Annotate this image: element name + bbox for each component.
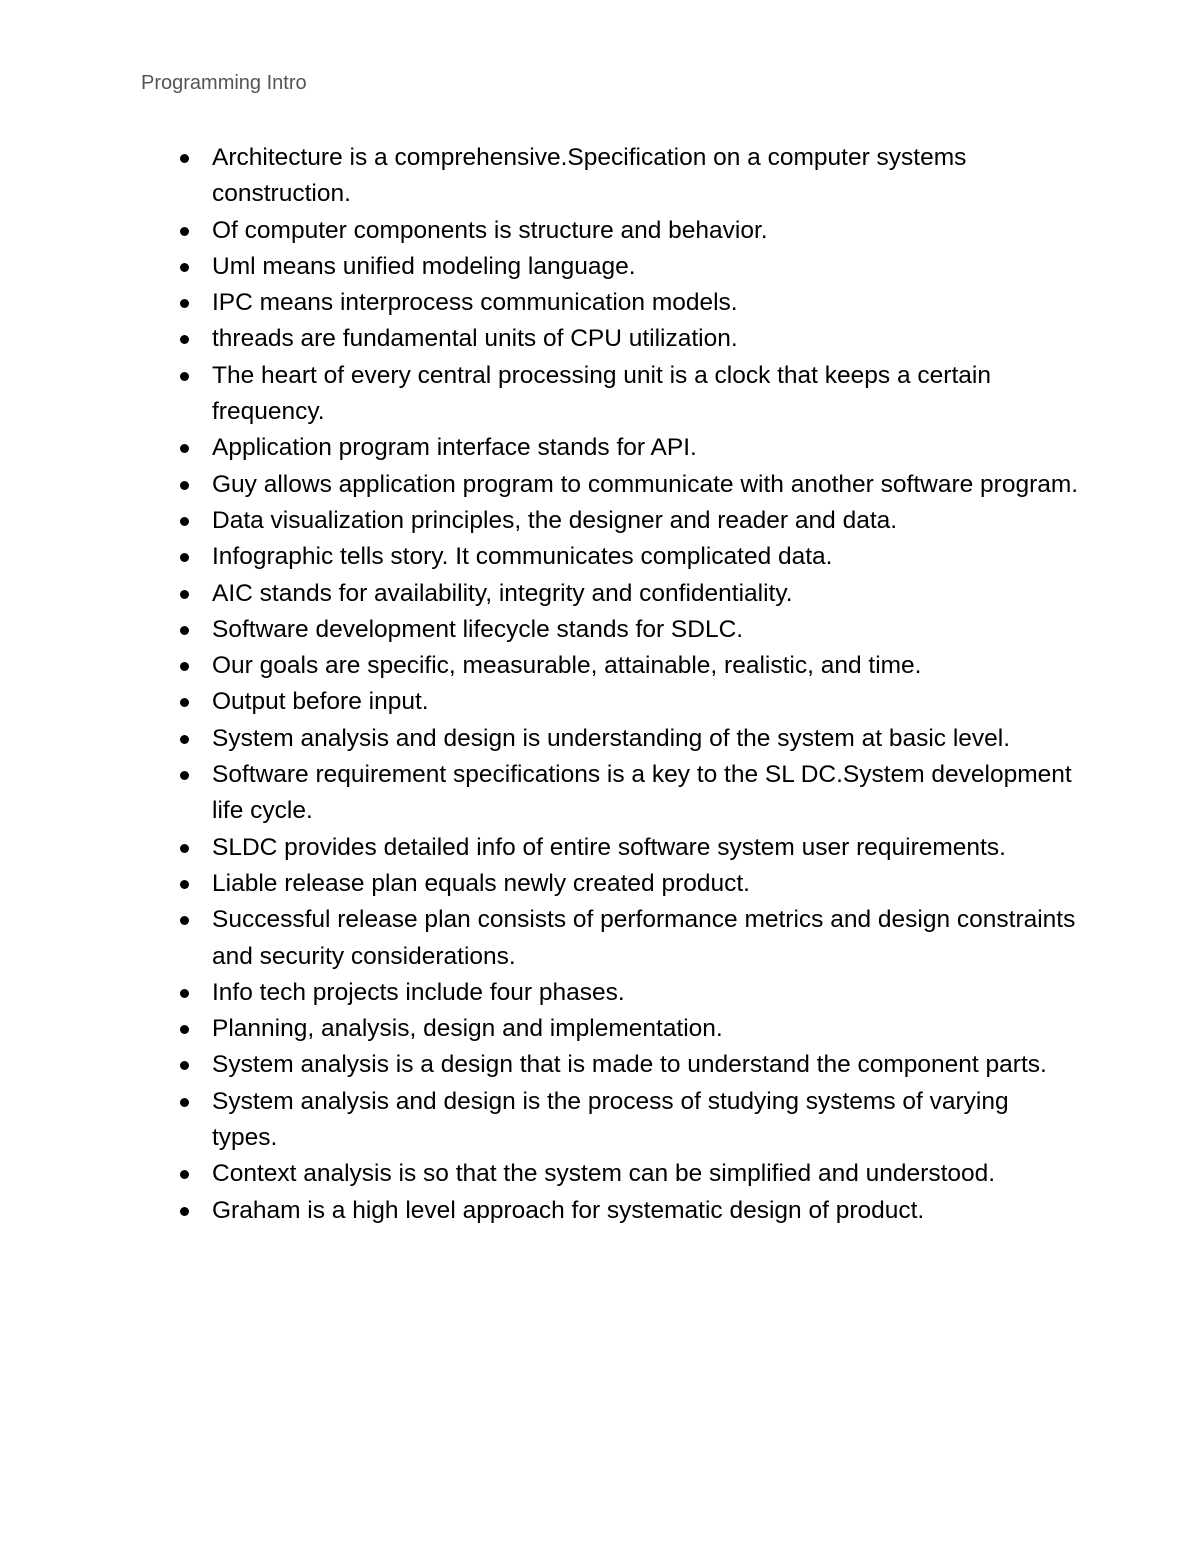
list-item [0,249,1200,285]
bullet-icon [180,735,189,744]
list-item-text: AIC stands for availability, integrity and confidentiality. [212,579,793,607]
list-item-text: Architecture is a comprehensive.Specification on a computer systems construction. [212,144,967,208]
list-item-text: Software development lifecycle stands for SDLC. [212,615,744,643]
list-item [0,684,1200,720]
list-item [0,648,1200,684]
list-item-text: Our goals are specific, measurable, attainable, realistic, and time. [212,652,922,680]
list-item [0,576,1200,612]
list-item [0,358,1200,431]
list-item-text: Successful release plan consists of performance metrics and design constraints and security considerations. [212,906,1076,970]
bullet-icon [180,880,189,889]
list-item [0,902,1200,975]
list-item-text: Application program interface stands for API. [212,434,697,462]
list-item [0,612,1200,648]
list-item-text: Uml means unified modeling language. [212,252,636,280]
list-item-text: IPC means interprocess communication models. [212,289,738,317]
list-item-text: threads are fundamental units of CPU utilization. [212,325,738,353]
list-item [0,213,1200,249]
list-item [0,757,1200,830]
list-item [0,1193,1200,1229]
list-item-text: System analysis and design is understanding of the system at basic level. [212,724,1011,752]
list-item-text: Liable release plan equals newly created product. [212,869,750,897]
list-item [0,430,1200,466]
list-item-text: Guy allows application program to communicate with another software program. [212,470,1079,498]
list-item [0,721,1200,757]
bullet-icon [180,844,189,853]
list-item-text: System analysis and design is the process of studying systems of varying types. [212,1087,1009,1152]
bullet-icon [180,444,189,453]
bullet-icon [180,1025,189,1034]
list-item [0,503,1200,539]
bullet-icon [180,698,189,707]
bullet-icon [180,626,189,635]
bullet-icon [180,263,189,272]
page-header: Programming Intro [141,72,307,94]
bullet-icon [180,1061,189,1070]
list-item [0,285,1200,321]
list-item-text: SLDC provides detailed info of entire software system user requirements. [212,833,1006,861]
notes-list [0,140,1200,1229]
bullet-icon [180,553,189,562]
list-item [0,866,1200,902]
list-item-text: Software requirement specifications is a key to the SL DC.System development life cycle. [212,761,1072,825]
list-item-text: Of computer components is structure and behavior. [212,216,768,244]
bullet-icon [180,989,189,998]
bullet-icon [180,227,189,236]
bullet-icon [180,299,189,308]
list-item [0,539,1200,575]
list-item [0,1047,1200,1083]
bullet-icon [180,154,189,163]
bullet-icon [180,517,189,526]
bullet-icon [180,1207,189,1216]
list-item-text: System analysis is a design that is made to understand the component parts. [212,1051,1047,1079]
list-item [0,140,1200,213]
list-item-text: The heart of every central processing unit is a clock that keeps a certain frequency. [212,361,991,426]
list-item [0,1156,1200,1192]
list-item-text: Context analysis is so that the system can be simplified and understood. [212,1160,996,1188]
bullet-icon [180,1170,189,1179]
bullet-icon [180,372,189,381]
list-item-text: Planning, analysis, design and implementation. [212,1015,723,1043]
list-item [0,1084,1200,1157]
list-item-text: Output before input. [212,688,429,716]
list-item [0,321,1200,357]
bullet-icon [180,590,189,599]
bullet-icon [180,662,189,671]
list-item-text: Infographic tells story. It communicates complicated data. [212,543,833,571]
list-item [0,830,1200,866]
bullet-icon [180,1098,189,1107]
bullet-icon [180,481,189,490]
list-item-text: Graham is a high level approach for systematic design of product. [212,1196,925,1224]
list-item-text: Info tech projects include four phases. [212,978,625,1006]
bullet-icon [180,916,189,925]
list-item [0,467,1200,503]
list-item [0,975,1200,1011]
list-item-text: Data visualization principles, the designer and reader and data. [212,506,898,534]
bullet-icon [180,335,189,344]
bullet-icon [180,771,189,780]
list-item [0,1011,1200,1047]
